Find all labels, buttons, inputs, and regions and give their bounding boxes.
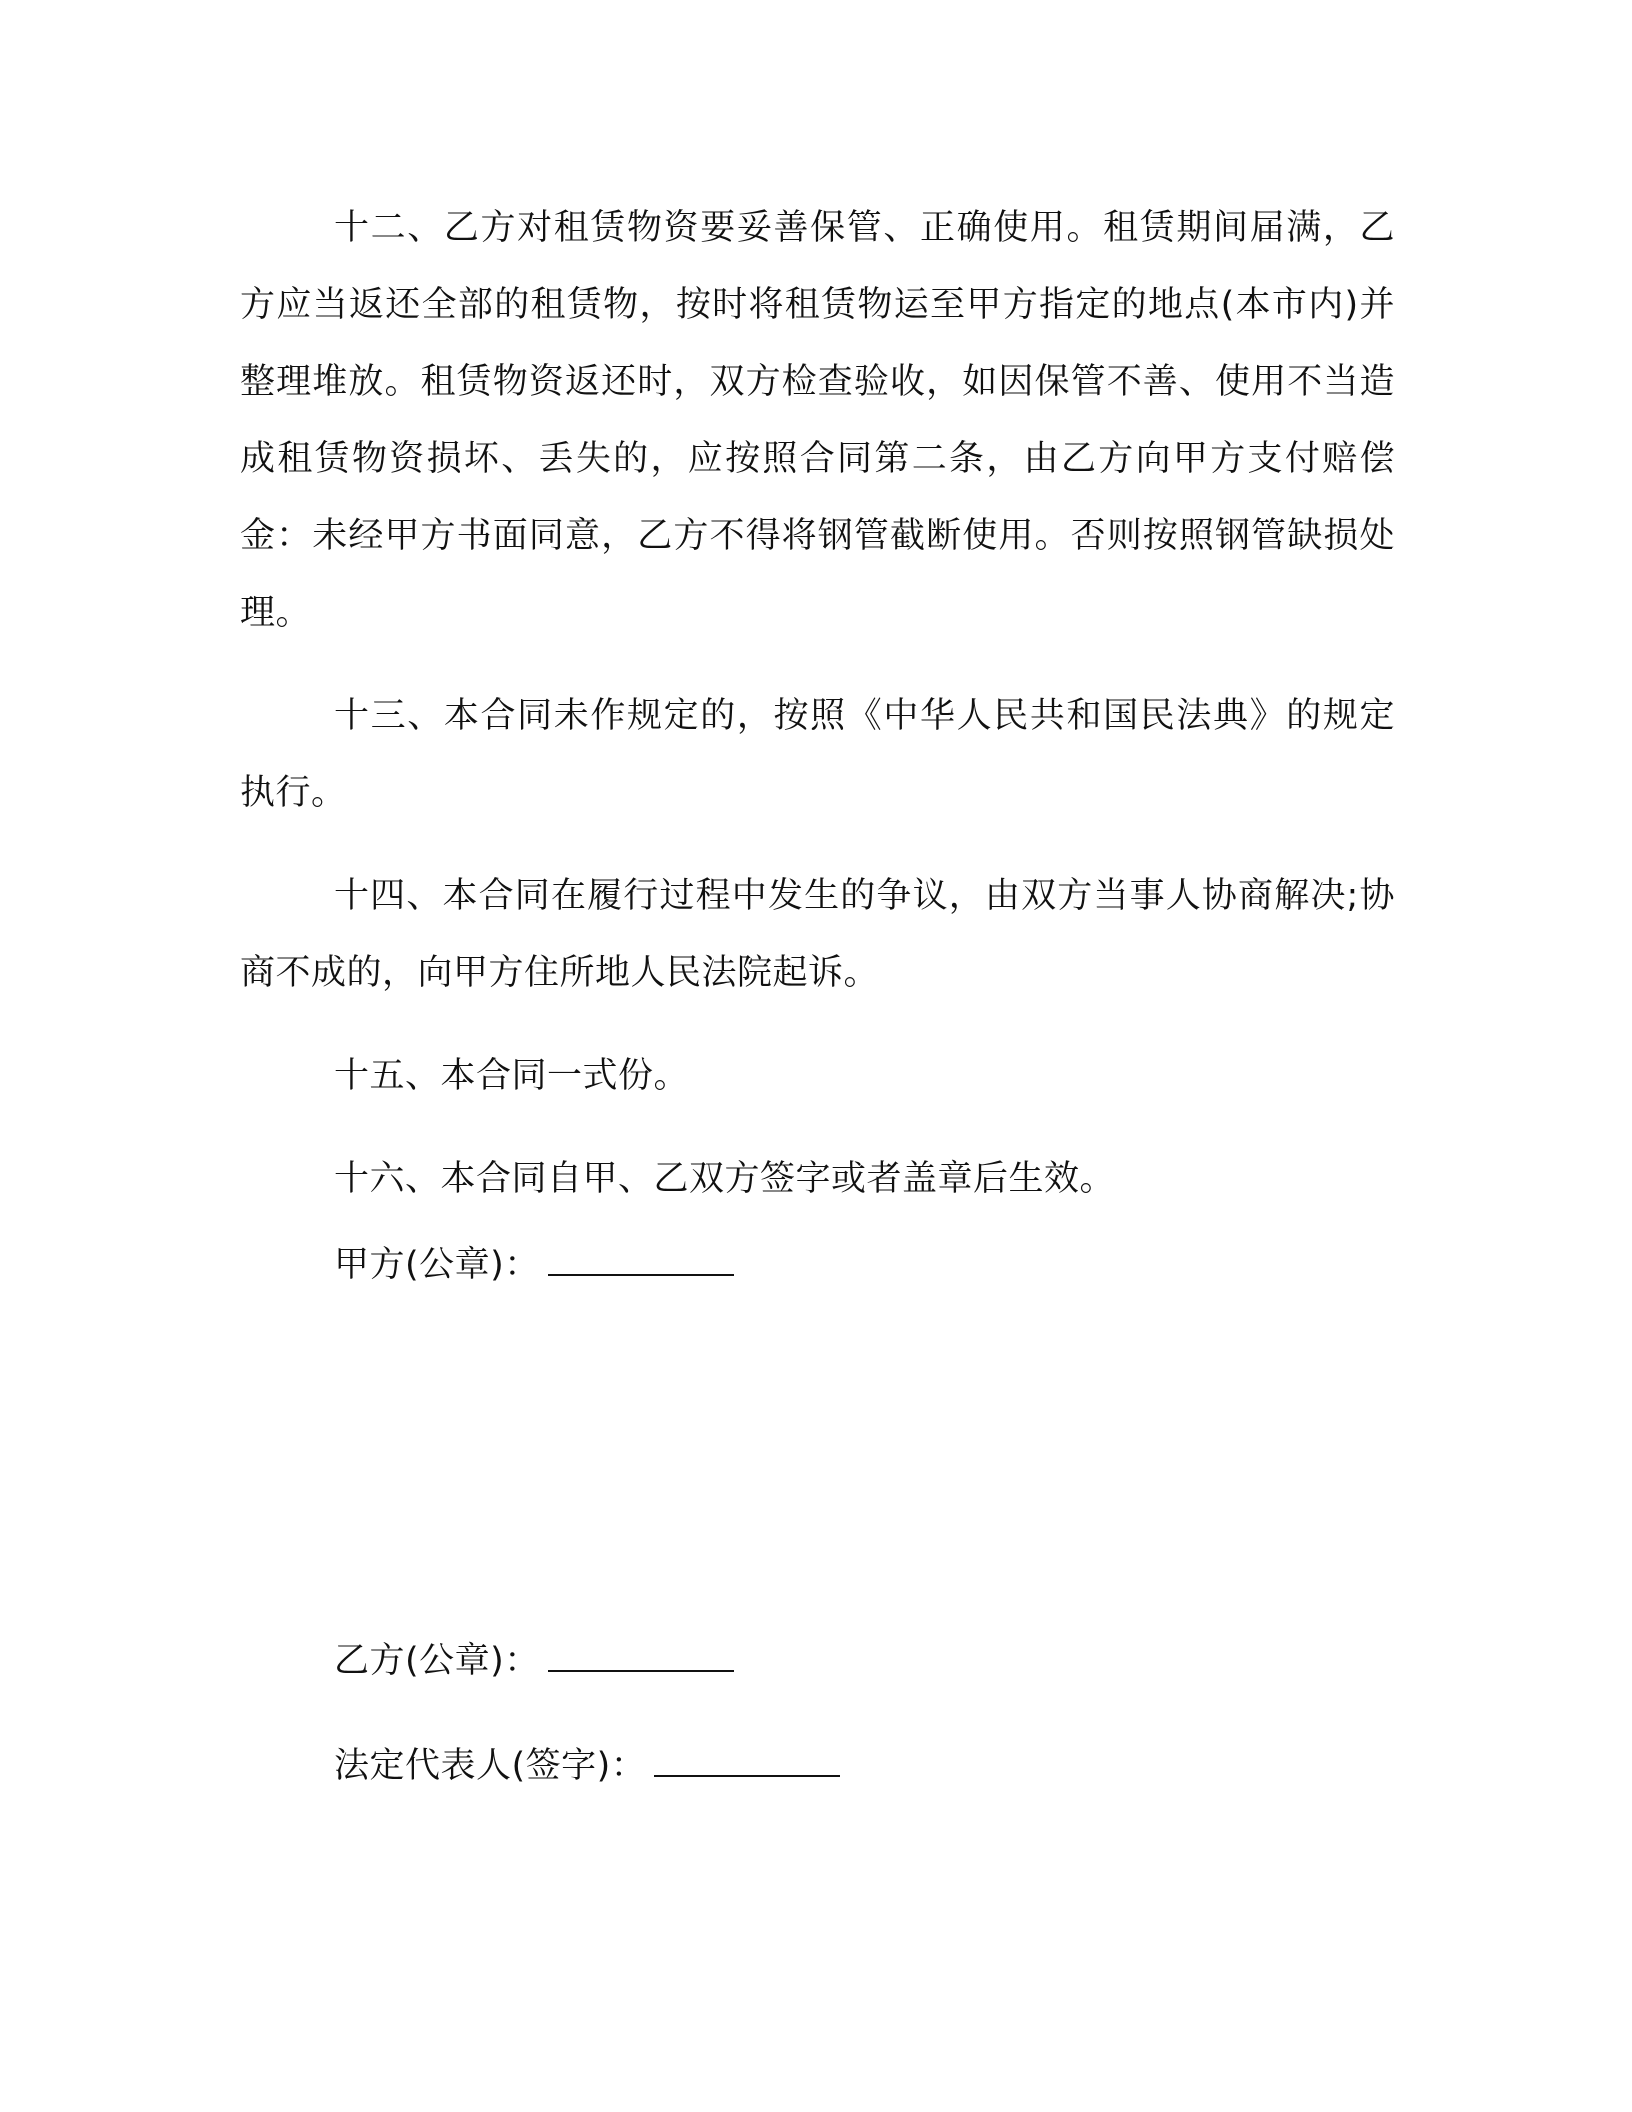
- party-a-label: 甲方(公章)：: [334, 1245, 540, 1285]
- clause-14: 十四、本合同在履行过程中发生的争议，由双方当事人协商解决;协商不成的，向甲方住所地人民法院起诉。: [240, 876, 1395, 993]
- legal-rep-label: 法定代表人(签字)：: [334, 1746, 647, 1786]
- party-b-blank: [548, 1636, 734, 1672]
- party-a-blank: [548, 1240, 734, 1276]
- legal-rep-signature-line: [334, 1741, 840, 1791]
- clause-15: 十五、本合同一式份。: [334, 1056, 690, 1096]
- contract-body: [240, 190, 1395, 1218]
- party-b-label: 乙方(公章)：: [334, 1641, 540, 1681]
- party-b-signature-line: [334, 1636, 734, 1686]
- party-a-signature-line: [334, 1240, 734, 1290]
- clause-13: 十三、本合同未作规定的，按照《中华人民共和国民法典》的规定执行。: [240, 696, 1395, 813]
- legal-rep-blank: [654, 1741, 840, 1777]
- clause-16: 十六、本合同自甲、乙双方签字或者盖章后生效。: [334, 1159, 1116, 1199]
- clause-12: 十二、乙方对租赁物资要妥善保管、正确使用。租赁期间届满，乙方应当返还全部的租赁物，按时将租赁物运至甲方指定的地点(本市内)并整理堆放。租赁物资返还时，双方检查验收，如因保管不善、使用不当造成租赁物资损坏、丢失的，应按照合同第二条，由乙方向甲方支付赔偿金：未经甲方书面同意，乙方不得将钢管截断使用。否则按照钢管缺损处理。: [240, 208, 1395, 633]
